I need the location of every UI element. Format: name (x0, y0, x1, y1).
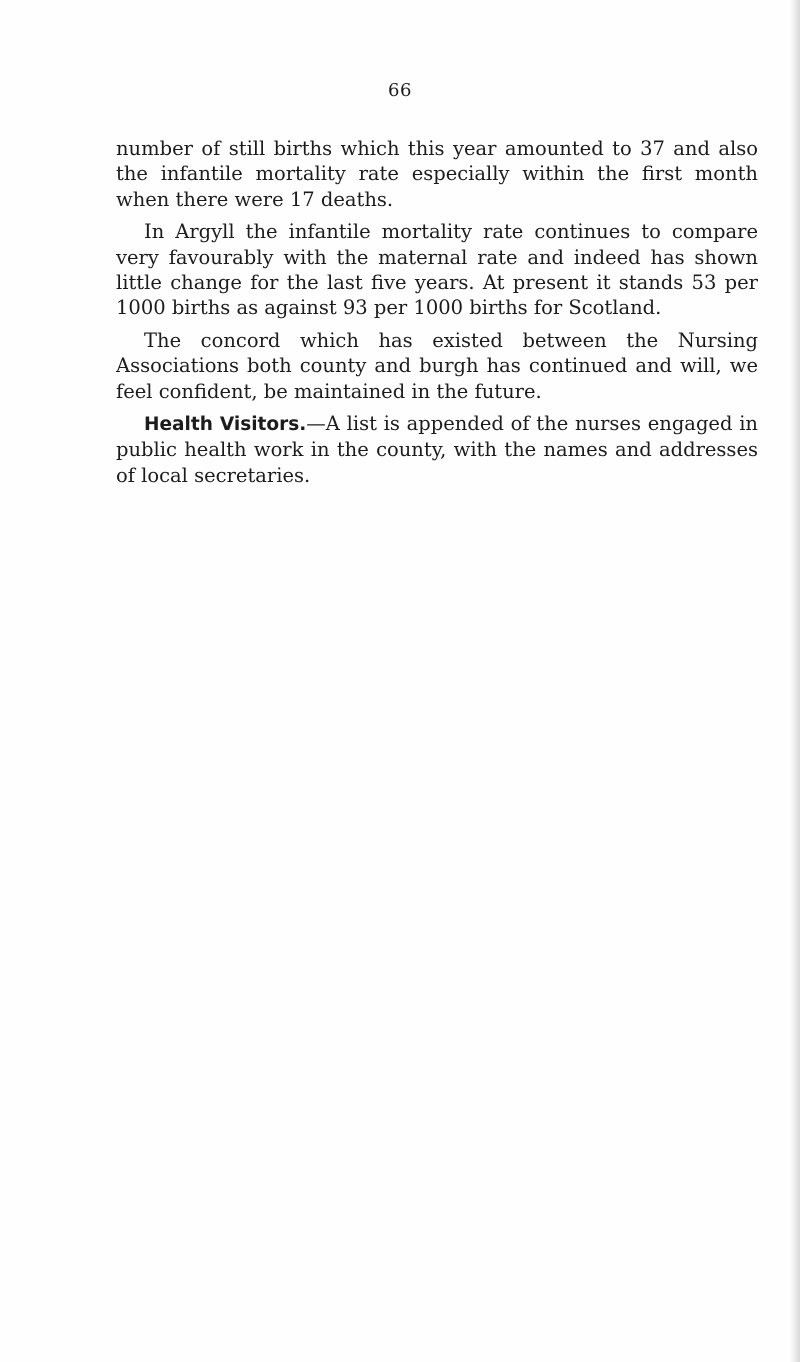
body-text (116, 136, 758, 495)
paragraph-text: The concord which has existed between the Nursing Associations both county and burgh has continued and will, we feel confident, be maintained in the future. (116, 328, 758, 403)
paragraph-infantile-mortality (116, 219, 758, 321)
paragraph-text: number of still births which this year amounted to 37 and also the infantile mortality rate especially within the first month when there were 17 deaths. (116, 137, 758, 211)
paragraph-nursing-associations (116, 328, 758, 404)
page-number: 66 (388, 80, 412, 101)
paragraph-text: —A list is appended of the nurses engaged in public health work in the county, with the names and addresses of local secretaries. (116, 412, 758, 487)
paragraph-text: In Argyll the infantile mortality rate continues to compare very favourably with the maternal rate and indeed has shown little change for the last five years. At present it stands 53 per 1000 births as against 93 per 1000 births for Scotland. (116, 220, 758, 320)
paragraph-health-visitors (116, 411, 758, 488)
page-edge-shadow (790, 0, 800, 1362)
paragraph-continuation (116, 136, 758, 212)
section-heading: Health Visitors. (144, 414, 307, 436)
